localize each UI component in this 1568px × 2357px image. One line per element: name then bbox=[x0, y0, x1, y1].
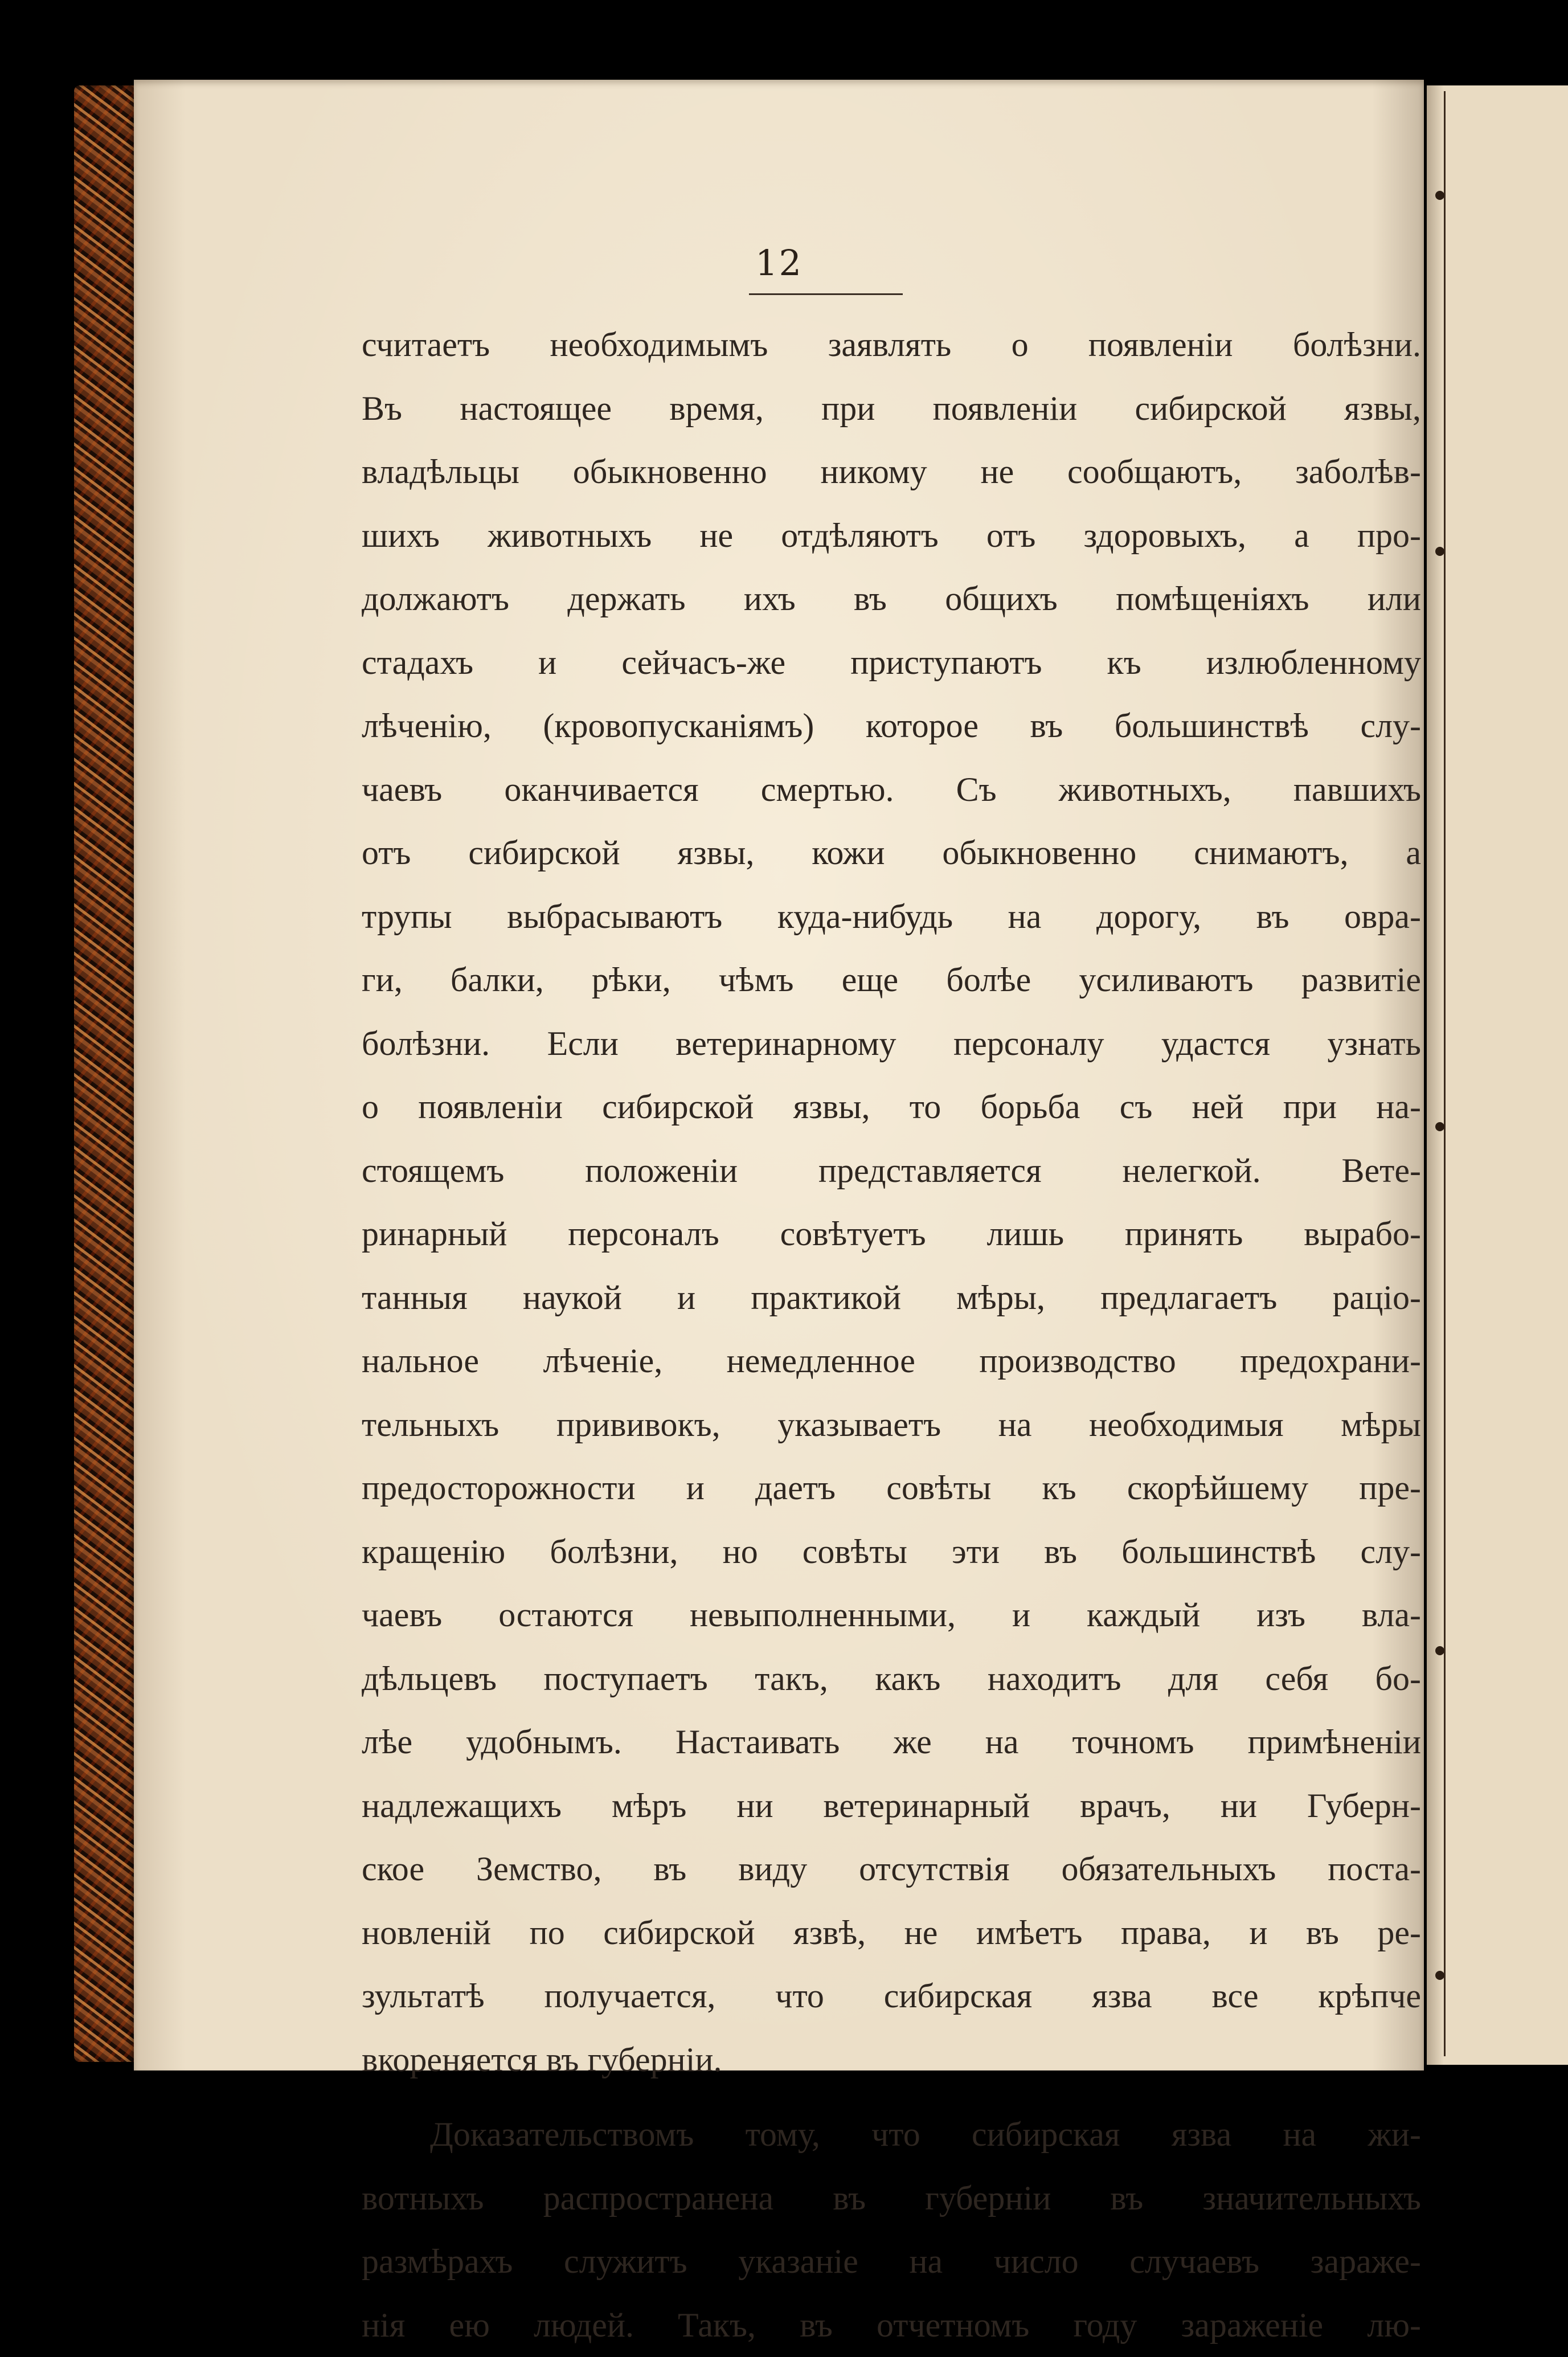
text-line: нія ею людей. Такъ, въ отчетномъ году зараженіе лю- bbox=[362, 2294, 1421, 2357]
page-number-rule bbox=[749, 293, 903, 295]
text-line: танныя наукой и практикой мѣры, предлагаетъ раціо- bbox=[362, 1266, 1421, 1330]
text-line: отъ сибирской язвы, кожи обыкновенно снимаютъ, а bbox=[362, 821, 1421, 885]
text-line: должаютъ держать ихъ въ общихъ помѣщеніяхъ или bbox=[362, 567, 1421, 631]
text-line: ринарный персоналъ совѣтуетъ лишь принять вырабо- bbox=[362, 1202, 1421, 1266]
text-line: новленій по сибирской язвѣ, не имѣетъ права, и въ ре- bbox=[362, 1901, 1421, 1965]
text-line: лѣе удобнымъ. Настаивать же на точномъ примѣненіи bbox=[362, 1711, 1421, 1774]
adjacent-page-edge bbox=[1427, 85, 1568, 2065]
paragraph-2 bbox=[362, 2103, 1421, 2357]
text-line: стадахъ и сейчасъ-же приступаютъ къ излюбленному bbox=[362, 631, 1421, 695]
text-line: надлежащихъ мѣръ ни ветеринарный врачъ, ни Губерн- bbox=[362, 1774, 1421, 1838]
gutter-line bbox=[1444, 91, 1446, 2056]
book-page bbox=[134, 80, 1424, 2070]
text-line: кращенію болѣзни, но совѣты эти въ большинствѣ слу- bbox=[362, 1520, 1421, 1584]
body-text bbox=[362, 313, 1421, 2357]
paragraph-gap bbox=[362, 2092, 1421, 2103]
binding-pin-icon bbox=[1435, 1971, 1444, 1980]
text-line: предосторожности и даетъ совѣты къ скорѣйшему пре- bbox=[362, 1456, 1421, 1520]
text-line: вотныхъ распространена въ губерніи въ значительныхъ bbox=[362, 2167, 1421, 2231]
text-line: Доказательствомъ тому, что сибирская язва на жи- bbox=[362, 2103, 1421, 2167]
text-line: считаетъ необходимымъ заявлять о появленіи болѣзни. bbox=[362, 313, 1421, 377]
binding-pin-icon bbox=[1435, 1646, 1444, 1655]
text-line: владѣльцы обыкновенно никому не сообщаютъ, заболѣв- bbox=[362, 440, 1421, 504]
text-line: размѣрахъ служитъ указаніе на число случаевъ зараже- bbox=[362, 2230, 1421, 2294]
paragraph-1 bbox=[362, 313, 1421, 2092]
text-line: нальное лѣченіе, немедленное производство предохрани- bbox=[362, 1329, 1421, 1393]
text-line: ги, балки, рѣки, чѣмъ еще болѣе усиливаютъ развитіе bbox=[362, 948, 1421, 1012]
text-line: чаевъ оканчивается смертью. Съ животныхъ, павшихъ bbox=[362, 758, 1421, 822]
text-line: дѣльцевъ поступаетъ такъ, какъ находитъ для себя бо- bbox=[362, 1647, 1421, 1711]
text-line: чаевъ остаются невыполненными, и каждый изъ вла- bbox=[362, 1583, 1421, 1647]
binding-pin-icon bbox=[1435, 547, 1444, 556]
text-line: болѣзни. Если ветеринарному персоналу удастся узнать bbox=[362, 1012, 1421, 1076]
text-line: ское Земство, въ виду отсутствія обязательныхъ поста- bbox=[362, 1838, 1421, 1901]
text-line: трупы выбрасываютъ куда-нибудь на дорогу, въ овра- bbox=[362, 885, 1421, 949]
text-line: зультатѣ получается, что сибирская язва все крѣпче bbox=[362, 1965, 1421, 2028]
text-line: Въ настоящее время, при появленіи сибирской язвы, bbox=[362, 377, 1421, 441]
binding-pin-icon bbox=[1435, 1122, 1444, 1131]
text-line: шихъ животныхъ не отдѣляютъ отъ здоровыхъ, а про- bbox=[362, 504, 1421, 568]
book-binding-marbled-edge bbox=[74, 85, 137, 2062]
text-line: лѣченію, (кровопусканіямъ) которое въ большинствѣ слу- bbox=[362, 694, 1421, 758]
text-line: вкореняется въ губерніи. bbox=[362, 2028, 1421, 2092]
text-line: тельныхъ прививокъ, указываетъ на необходимыя мѣры bbox=[362, 1393, 1421, 1457]
binding-pin-icon bbox=[1435, 191, 1444, 200]
text-line: о появленіи сибирской язвы, то борьба съ ней при на- bbox=[362, 1075, 1421, 1139]
text-line: стоящемъ положеніи представляется нелегкой. Вете- bbox=[362, 1139, 1421, 1203]
page-number: 12 bbox=[134, 242, 1424, 284]
